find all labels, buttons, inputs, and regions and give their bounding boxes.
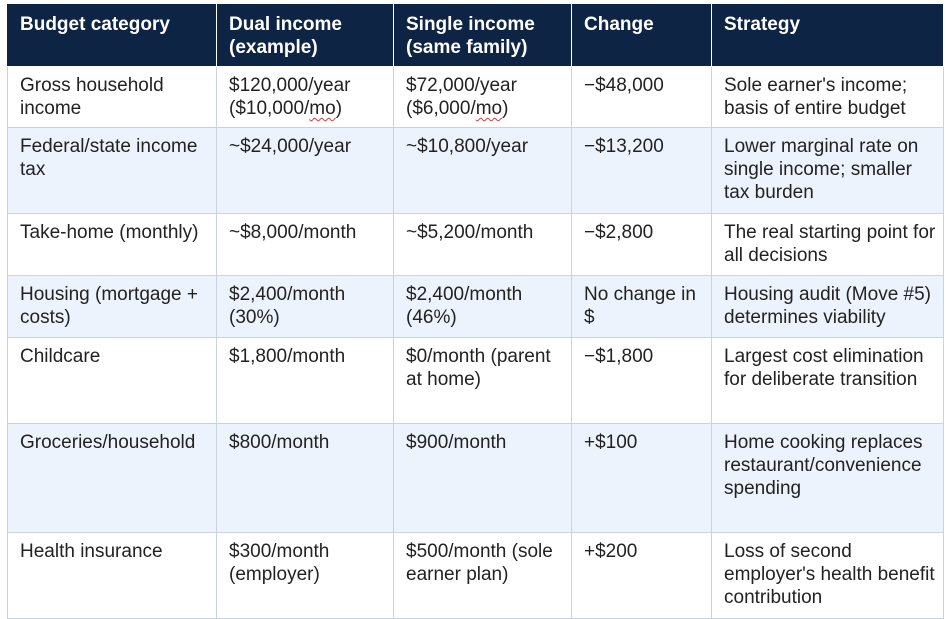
header-row — [8, 5, 944, 67]
table-row — [8, 214, 944, 276]
table-row — [8, 276, 944, 338]
header-budget-category[interactable] — [8, 5, 217, 67]
header-sublabel: (example) — [229, 37, 318, 58]
header-label: Dual income — [229, 14, 342, 35]
cell-category[interactable]: Gross household income — [8, 67, 217, 128]
cell-change[interactable]: −$2,800 — [572, 214, 712, 276]
table-row — [8, 128, 944, 214]
header-label: Strategy — [724, 14, 801, 35]
header-change[interactable] — [572, 5, 712, 67]
cell-single-income[interactable]: $500/month (sole earner plan) — [394, 533, 572, 619]
cell-strategy[interactable]: Home cooking replaces restaurant/convenience spending — [712, 424, 944, 533]
budget-comparison-table — [7, 4, 944, 619]
cell-strategy[interactable]: Housing audit (Move #5) determines viability — [712, 276, 944, 338]
header-single-income[interactable] — [394, 5, 572, 67]
header-sublabel: (same family) — [406, 37, 528, 58]
table-header — [8, 5, 944, 67]
cell-strategy[interactable]: Sole earner's income; basis of entire budget — [712, 67, 944, 128]
header-label: Change — [584, 14, 654, 35]
cell-dual-income[interactable]: $300/month (employer) — [217, 533, 394, 619]
cell-dual-income[interactable]: $2,400/month (30%) — [217, 276, 394, 338]
cell-dual-income[interactable]: ~$8,000/month — [217, 214, 394, 276]
header-strategy[interactable] — [712, 5, 944, 67]
cell-change[interactable]: No change in $ — [572, 276, 712, 338]
cell-dual-income[interactable] — [217, 67, 394, 128]
cell-text: ($10,000/ — [229, 98, 310, 119]
header-label: Single income — [406, 14, 535, 35]
cell-strategy[interactable]: The real starting point for all decisions — [712, 214, 944, 276]
header-dual-income[interactable] — [217, 5, 394, 67]
table-row — [8, 533, 944, 619]
spellcheck-flagged-word[interactable]: mo — [309, 98, 336, 119]
cell-text: $72,000/year — [406, 75, 517, 96]
cell-text: ) — [335, 98, 343, 119]
cell-change[interactable]: +$100 — [572, 424, 712, 533]
cell-single-income[interactable] — [394, 67, 572, 128]
table-row — [8, 424, 944, 533]
cell-change[interactable]: −$48,000 — [572, 67, 712, 128]
cell-dual-income[interactable]: $800/month — [217, 424, 394, 533]
cell-text: ) — [502, 98, 509, 119]
cell-single-income[interactable]: $2,400/month (46%) — [394, 276, 572, 338]
cell-category[interactable]: Take-home (monthly) — [8, 214, 217, 276]
cell-strategy[interactable]: Largest cost elimination for deliberate transition — [712, 338, 944, 424]
cell-category[interactable]: Childcare — [8, 338, 217, 424]
cell-single-income[interactable]: $900/month — [394, 424, 572, 533]
cell-strategy[interactable]: Loss of second employer's health benefit contribution — [712, 533, 944, 619]
cell-change[interactable]: +$200 — [572, 533, 712, 619]
table-row — [8, 338, 944, 424]
budget-comparison-table-wrapper — [7, 4, 943, 619]
cell-strategy[interactable]: Lower marginal rate on single income; smaller tax burden — [712, 128, 944, 214]
cell-change[interactable]: −$13,200 — [572, 128, 712, 214]
cell-category[interactable]: Federal/state income tax — [8, 128, 217, 214]
table-body — [8, 67, 944, 619]
cell-dual-income[interactable]: $1,800/month — [217, 338, 394, 424]
cell-category[interactable]: Health insurance — [8, 533, 217, 619]
cell-change[interactable]: −$1,800 — [572, 338, 712, 424]
spellcheck-flagged-word[interactable]: mo — [475, 98, 503, 119]
cell-single-income[interactable]: $0/month (parent at home) — [394, 338, 572, 424]
header-label: Budget category — [20, 14, 170, 35]
cell-text: ($6,000/ — [406, 98, 476, 119]
table-row — [8, 67, 944, 128]
cell-category[interactable]: Housing (mortgage + costs) — [8, 276, 217, 338]
cell-single-income[interactable]: ~$5,200/month — [394, 214, 572, 276]
cell-category[interactable]: Groceries/household — [8, 424, 217, 533]
cell-single-income[interactable]: ~$10,800/year — [394, 128, 572, 214]
cell-dual-income[interactable]: ~$24,000/year — [217, 128, 394, 214]
cell-text: $120,000/year — [229, 75, 351, 96]
